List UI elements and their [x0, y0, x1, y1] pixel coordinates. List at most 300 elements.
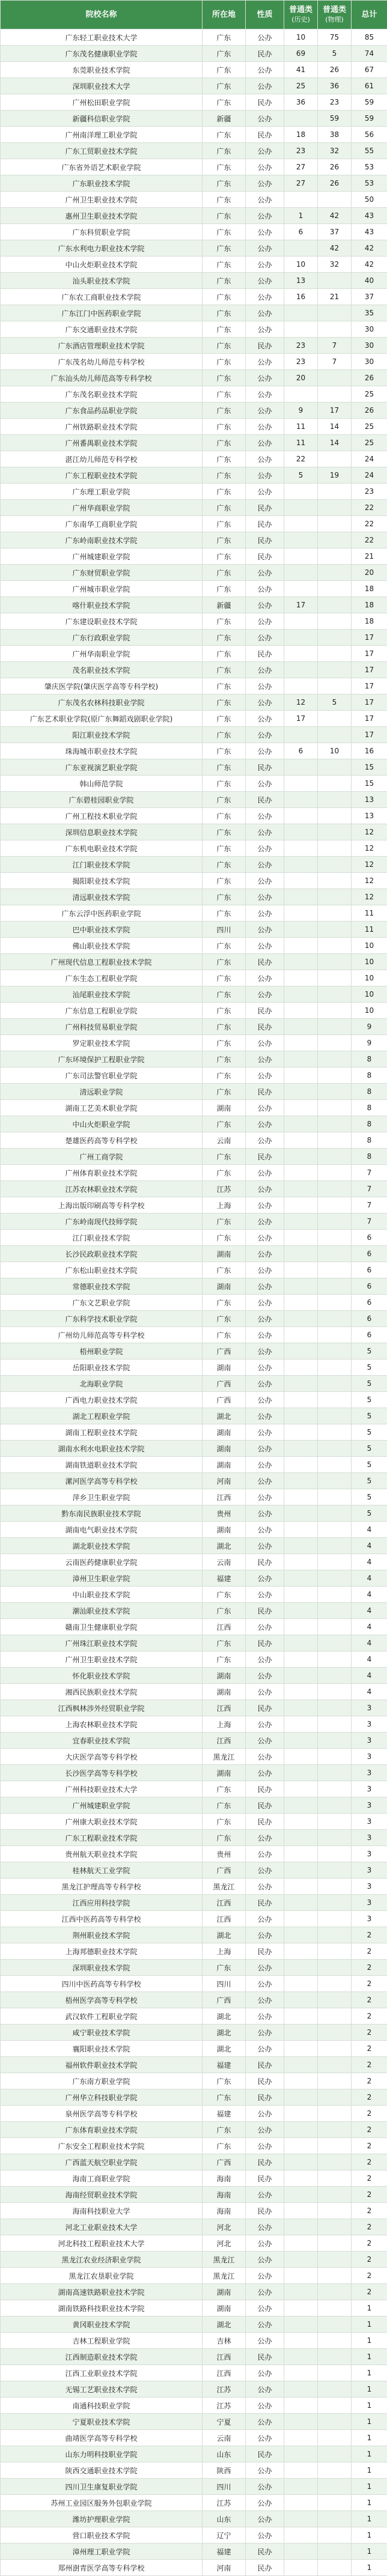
cell-type: 公办	[246, 938, 284, 954]
cell-location: 江苏	[203, 2398, 246, 2414]
cell-location: 广西	[203, 1392, 246, 1408]
cell-physics-count	[318, 1376, 352, 1392]
cell-history-count	[284, 792, 318, 808]
cell-physics-count	[318, 2430, 352, 2446]
cell-type: 公办	[246, 873, 284, 889]
cell-physics-count	[318, 2365, 352, 2381]
cell-total: 2	[352, 2008, 387, 2025]
cell-type: 公办	[246, 2008, 284, 2025]
table-row	[1, 694, 387, 711]
cell-history-count	[284, 1230, 318, 1246]
cell-location: 江西	[203, 1489, 246, 1505]
cell-location: 湖北	[203, 2316, 246, 2333]
cell-type: 公办	[246, 1862, 284, 1879]
cell-college-name: 广东司法警官职业学院	[1, 1068, 203, 1084]
cell-history-count: 69	[284, 46, 318, 62]
cell-location: 广东	[203, 402, 246, 419]
cell-college-name: 湖南高速铁路职业技术学院	[1, 2284, 203, 2300]
cell-total: 18	[352, 613, 387, 630]
cell-physics-count	[318, 1246, 352, 1262]
cell-history-count: 1	[284, 208, 318, 224]
table-row	[1, 759, 387, 776]
cell-total: 9	[352, 1035, 387, 1051]
table-row	[1, 29, 387, 46]
table-header	[1, 1, 387, 29]
cell-college-name: 宁夏职业技术学院	[1, 2414, 203, 2430]
cell-physics-count	[318, 1635, 352, 1651]
cell-college-name: 广州城市职业学院	[1, 581, 203, 597]
cell-total: 53	[352, 159, 387, 175]
cell-college-name: 清远职业学院	[1, 1084, 203, 1100]
table-row	[1, 2073, 387, 2089]
cell-total: 11	[352, 905, 387, 922]
cell-total: 7	[352, 1214, 387, 1230]
table-row	[1, 986, 387, 1003]
header-name: 院校名称	[1, 1, 203, 29]
cell-physics-count	[318, 1457, 352, 1473]
cell-history-count	[284, 1408, 318, 1424]
cell-college-name: 苏州工业园区服务外包职业学院	[1, 2495, 203, 2511]
table-row	[1, 1392, 387, 1408]
cell-history-count	[284, 1278, 318, 1295]
cell-type: 公办	[246, 2495, 284, 2511]
cell-physics-count	[318, 1327, 352, 1343]
cell-location: 广西	[203, 1376, 246, 1392]
cell-location: 广东	[203, 46, 246, 62]
cell-history-count	[284, 1814, 318, 1830]
cell-location: 福建	[203, 2544, 246, 2560]
cell-physics-count	[318, 273, 352, 289]
table-row	[1, 1116, 387, 1132]
cell-college-name: 惠州卫生职业技术学院	[1, 208, 203, 224]
cell-total: 61	[352, 78, 387, 94]
table-row	[1, 565, 387, 581]
cell-history-count	[284, 1505, 318, 1522]
cell-type: 民办	[246, 2089, 284, 2106]
cell-college-name: 漳州卫生职业学院	[1, 1570, 203, 1587]
cell-total: 17	[352, 678, 387, 694]
cell-type: 民办	[246, 2203, 284, 2219]
cell-college-name: 曲靖医学高等专科学校	[1, 2430, 203, 2446]
cell-type: 公办	[246, 1246, 284, 1262]
cell-history-count	[284, 2462, 318, 2479]
header-total: 总计	[352, 1, 387, 29]
cell-history-count	[284, 630, 318, 646]
cell-physics-count	[318, 1489, 352, 1505]
cell-history-count	[284, 240, 318, 257]
table-row	[1, 646, 387, 662]
cell-history-count	[284, 1262, 318, 1278]
cell-type: 公办	[246, 257, 284, 273]
cell-college-name: 广东松山职业技术学院	[1, 1262, 203, 1278]
cell-physics-count	[318, 2041, 352, 2057]
cell-college-name: 长沙民政职业技术学院	[1, 1246, 203, 1262]
cell-type: 民办	[246, 1797, 284, 1814]
cell-history-count: 10	[284, 29, 318, 46]
cell-college-name: 北海职业学院	[1, 1376, 203, 1392]
cell-physics-count	[318, 2138, 352, 2154]
table-row	[1, 1489, 387, 1505]
cell-college-name: 中山职业技术学院	[1, 1587, 203, 1603]
table-row	[1, 1197, 387, 1214]
cell-physics-count: 37	[318, 224, 352, 240]
table-row	[1, 402, 387, 419]
cell-college-name: 宜春职业技术学院	[1, 1733, 203, 1749]
cell-college-name: 湖南工程职业技术学院	[1, 1424, 203, 1441]
cell-physics-count	[318, 451, 352, 467]
cell-college-name: 广东艺术职业学院(原广东舞蹈戏剧职业学院)	[1, 711, 203, 727]
cell-location: 湖南	[203, 2284, 246, 2300]
cell-total: 7	[352, 1181, 387, 1197]
cell-history-count	[284, 938, 318, 954]
cell-physics-count	[318, 727, 352, 743]
cell-history-count	[284, 1035, 318, 1051]
table-row	[1, 1911, 387, 1927]
cell-physics-count	[318, 1149, 352, 1165]
cell-type: 公办	[246, 581, 284, 597]
table-row	[1, 192, 387, 208]
cell-type: 民办	[246, 1943, 284, 1960]
table-row	[1, 159, 387, 175]
cell-location: 陕西	[203, 2462, 246, 2479]
cell-history-count	[284, 484, 318, 500]
cell-location: 海南	[203, 2170, 246, 2187]
cell-total: 22	[352, 532, 387, 548]
cell-physics-count	[318, 2560, 352, 2576]
cell-location: 广东	[203, 662, 246, 678]
cell-total: 12	[352, 824, 387, 840]
cell-college-name: 江西应用科技学院	[1, 1895, 203, 1911]
cell-total: 6	[352, 1278, 387, 1295]
cell-history-count: 12	[284, 694, 318, 711]
cell-total: 67	[352, 62, 387, 78]
table-row	[1, 1635, 387, 1651]
cell-type: 公办	[246, 1100, 284, 1116]
table-row	[1, 532, 387, 548]
cell-type: 民办	[246, 532, 284, 548]
table-row	[1, 2025, 387, 2041]
cell-location: 广东	[203, 273, 246, 289]
cell-history-count: 41	[284, 62, 318, 78]
cell-history-count	[284, 2300, 318, 2316]
cell-type: 民办	[246, 94, 284, 111]
cell-college-name: 黄冈职业技术学院	[1, 2316, 203, 2333]
cell-total: 1	[352, 2381, 387, 2398]
table-row	[1, 1716, 387, 1733]
cell-total: 25	[352, 435, 387, 451]
cell-location: 湖北	[203, 1408, 246, 1424]
cell-location: 广东	[203, 727, 246, 743]
cell-total: 43	[352, 208, 387, 224]
cell-location: 江西	[203, 1895, 246, 1911]
table-row	[1, 2381, 387, 2398]
cell-location: 广东	[203, 857, 246, 873]
cell-type: 公办	[246, 1327, 284, 1343]
table-row	[1, 1084, 387, 1100]
cell-type: 公办	[246, 597, 284, 613]
cell-physics-count	[318, 2544, 352, 2560]
cell-total: 5	[352, 1408, 387, 1424]
cell-physics-count: 42	[318, 240, 352, 257]
cell-college-name: 江门职业技术学院	[1, 1230, 203, 1246]
table-row	[1, 2527, 387, 2544]
cell-location: 广东	[203, 2089, 246, 2106]
cell-location: 河南	[203, 2560, 246, 2576]
cell-total: 2	[352, 2106, 387, 2122]
table-row	[1, 419, 387, 435]
table-row	[1, 1181, 387, 1197]
cell-history-count	[284, 776, 318, 792]
cell-total: 6	[352, 1246, 387, 1262]
table-row	[1, 257, 387, 273]
cell-total: 25	[352, 386, 387, 402]
cell-type: 公办	[246, 970, 284, 986]
cell-physics-count	[318, 1408, 352, 1424]
cell-college-name: 广东岭南职业技术学院	[1, 532, 203, 548]
cell-type: 公办	[246, 273, 284, 289]
cell-physics-count	[318, 2203, 352, 2219]
cell-college-name: 广东建设职业技术学院	[1, 613, 203, 630]
cell-physics-count	[318, 2511, 352, 2527]
table-row	[1, 1424, 387, 1441]
cell-location: 广东	[203, 630, 246, 646]
table-body	[1, 29, 387, 2576]
table-row	[1, 1473, 387, 1489]
cell-type: 民办	[246, 1781, 284, 1797]
cell-history-count	[284, 1684, 318, 1700]
cell-physics-count: 14	[318, 419, 352, 435]
cell-physics-count	[318, 597, 352, 613]
table-row	[1, 224, 387, 240]
cell-college-name: 吉林工程职业学院	[1, 2333, 203, 2349]
cell-physics-count	[318, 2122, 352, 2138]
cell-physics-count	[318, 192, 352, 208]
cell-type: 公办	[246, 986, 284, 1003]
cell-total: 10	[352, 938, 387, 954]
table-row	[1, 1830, 387, 1846]
cell-total: 10	[352, 986, 387, 1003]
table-row	[1, 2300, 387, 2316]
cell-total: 2	[352, 2073, 387, 2089]
cell-history-count	[284, 1116, 318, 1132]
cell-college-name: 广东安全工程职业技术学院	[1, 2138, 203, 2154]
cell-college-name: 黔东南民族职业技术学院	[1, 1505, 203, 1522]
cell-college-name: 广州卫生职业技术学院	[1, 1651, 203, 1668]
cell-history-count	[284, 1846, 318, 1862]
cell-college-name: 江门职业技术学院	[1, 857, 203, 873]
cell-location: 海南	[203, 2187, 246, 2203]
cell-location: 广东	[203, 1262, 246, 1278]
cell-physics-count: 19	[318, 467, 352, 484]
table-row	[1, 2154, 387, 2170]
cell-total: 13	[352, 808, 387, 824]
cell-location: 广东	[203, 613, 246, 630]
cell-total: 2	[352, 1927, 387, 1943]
table-row	[1, 630, 387, 646]
cell-college-name: 泉州医学高等专科学校	[1, 2106, 203, 2122]
table-row	[1, 1051, 387, 1068]
cell-history-count: 11	[284, 419, 318, 435]
cell-college-name: 武汉软件工程职业学院	[1, 2008, 203, 2025]
cell-college-name: 海南工商职业学院	[1, 2170, 203, 2187]
table-row	[1, 321, 387, 338]
cell-type: 公办	[246, 2398, 284, 2414]
cell-physics-count	[318, 1668, 352, 1684]
cell-type: 公办	[246, 2025, 284, 2041]
table-row	[1, 613, 387, 630]
cell-type: 民办	[246, 1084, 284, 1100]
cell-history-count	[284, 2527, 318, 2544]
table-row	[1, 1343, 387, 1359]
cell-history-count: 23	[284, 338, 318, 354]
cell-physics-count	[318, 1911, 352, 1927]
cell-location: 广东	[203, 1311, 246, 1327]
cell-college-name: 咸宁职业技术学院	[1, 2025, 203, 2041]
cell-type: 民办	[246, 500, 284, 516]
cell-physics-count	[318, 678, 352, 694]
cell-location: 黑龙江	[203, 1749, 246, 1765]
cell-type: 公办	[246, 1359, 284, 1376]
cell-total: 5	[352, 1359, 387, 1376]
cell-history-count	[284, 1570, 318, 1587]
cell-history-count	[284, 2560, 318, 2576]
cell-location: 广东	[203, 29, 246, 46]
cell-type: 公办	[246, 451, 284, 467]
cell-type: 公办	[246, 1295, 284, 1311]
cell-college-name: 揭阳职业技术学院	[1, 873, 203, 889]
cell-type: 公办	[246, 1846, 284, 1862]
cell-history-count	[284, 2057, 318, 2073]
cell-total: 1	[352, 2527, 387, 2544]
table-row	[1, 451, 387, 467]
cell-college-name: 上海出版印刷高等专科学校	[1, 1197, 203, 1214]
cell-type: 公办	[246, 1651, 284, 1668]
table-row	[1, 662, 387, 678]
cell-history-count	[284, 2106, 318, 2122]
cell-college-name: 广东南华工商职业学院	[1, 516, 203, 532]
table-row	[1, 1295, 387, 1311]
cell-college-name: 怀化职业技术学院	[1, 1668, 203, 1684]
cell-college-name: 黑龙江护理高等专科学校	[1, 1879, 203, 1895]
cell-history-count	[284, 1327, 318, 1343]
cell-physics-count	[318, 970, 352, 986]
cell-history-count	[284, 1830, 318, 1846]
cell-location: 江西	[203, 1619, 246, 1635]
cell-physics-count	[318, 321, 352, 338]
cell-physics-count	[318, 1684, 352, 1700]
cell-history-count	[284, 1927, 318, 1943]
cell-location: 广东	[203, 873, 246, 889]
cell-college-name: 南通科技职业学院	[1, 2398, 203, 2414]
cell-history-count	[284, 2122, 318, 2138]
cell-type: 公办	[246, 889, 284, 905]
table-row	[1, 597, 387, 613]
cell-location: 广东	[203, 257, 246, 273]
cell-physics-count	[318, 1311, 352, 1327]
cell-history-count	[284, 1051, 318, 1068]
cell-college-name: 广州工商学院	[1, 1149, 203, 1165]
cell-history-count	[284, 905, 318, 922]
cell-total: 2	[352, 2235, 387, 2252]
cell-physics-count	[318, 1587, 352, 1603]
cell-type: 公办	[246, 1765, 284, 1781]
cell-type: 民办	[246, 792, 284, 808]
cell-location: 广东	[203, 678, 246, 694]
cell-total: 2	[352, 2154, 387, 2170]
cell-type: 公办	[246, 857, 284, 873]
cell-location: 四川	[203, 2479, 246, 2495]
cell-total: 2	[352, 2041, 387, 2057]
cell-history-count	[284, 857, 318, 873]
cell-physics-count: 26	[318, 62, 352, 78]
cell-physics-count	[318, 1879, 352, 1895]
cell-college-name: 湖南铁路科技职业技术学院	[1, 2300, 203, 2316]
table-row	[1, 273, 387, 289]
header-physics-sub: (物理)	[318, 15, 351, 25]
header-history-main: 普通类	[289, 5, 312, 14]
cell-physics-count	[318, 1570, 352, 1587]
table-row	[1, 500, 387, 516]
table-row	[1, 1165, 387, 1181]
cell-history-count: 5	[284, 467, 318, 484]
cell-total: 1	[352, 2462, 387, 2479]
cell-total: 2	[352, 2025, 387, 2041]
cell-college-name: 广东汕头幼儿师范高等专科学校	[1, 370, 203, 386]
cell-type: 公办	[246, 808, 284, 824]
cell-total: 5	[352, 1489, 387, 1505]
cell-type: 公办	[246, 1927, 284, 1943]
cell-physics-count	[318, 2300, 352, 2316]
cell-type: 公办	[246, 175, 284, 192]
cell-history-count	[284, 1149, 318, 1165]
cell-history-count	[284, 1132, 318, 1149]
cell-location: 广东	[203, 1830, 246, 1846]
cell-type: 公办	[246, 2219, 284, 2235]
cell-type: 公办	[246, 1976, 284, 1992]
cell-physics-count	[318, 630, 352, 646]
cell-history-count	[284, 986, 318, 1003]
cell-history-count	[284, 889, 318, 905]
cell-college-name: 广东行政职业学院	[1, 630, 203, 646]
cell-type: 公办	[246, 2300, 284, 2316]
table-row	[1, 2122, 387, 2138]
cell-location: 广东	[203, 759, 246, 776]
cell-total: 2	[352, 2122, 387, 2138]
cell-location: 广东	[203, 305, 246, 321]
table-row	[1, 1943, 387, 1960]
cell-college-name: 无锡工艺职业技术学院	[1, 2381, 203, 2398]
cell-college-name: 长沙医学高等专科学校	[1, 1765, 203, 1781]
cell-location: 广东	[203, 208, 246, 224]
cell-college-name: 广州南洋理工职业学院	[1, 127, 203, 143]
cell-college-name: 广东水利电力职业技术学院	[1, 240, 203, 257]
cell-total: 15	[352, 759, 387, 776]
cell-college-name: 广西蓝天航空职业学院	[1, 2154, 203, 2170]
cell-type: 公办	[246, 1424, 284, 1441]
cell-type: 公办	[246, 192, 284, 208]
cell-college-name: 广东财贸职业学院	[1, 565, 203, 581]
cell-college-name: 襄阳职业技术学院	[1, 2041, 203, 2057]
cell-location: 广东	[203, 1003, 246, 1019]
table-row	[1, 905, 387, 922]
cell-physics-count	[318, 2106, 352, 2122]
cell-location: 湖南	[203, 2300, 246, 2316]
cell-type: 公办	[246, 1181, 284, 1197]
table-row	[1, 1149, 387, 1165]
cell-physics-count: 26	[318, 159, 352, 175]
table-row	[1, 1505, 387, 1522]
cell-history-count	[284, 1197, 318, 1214]
